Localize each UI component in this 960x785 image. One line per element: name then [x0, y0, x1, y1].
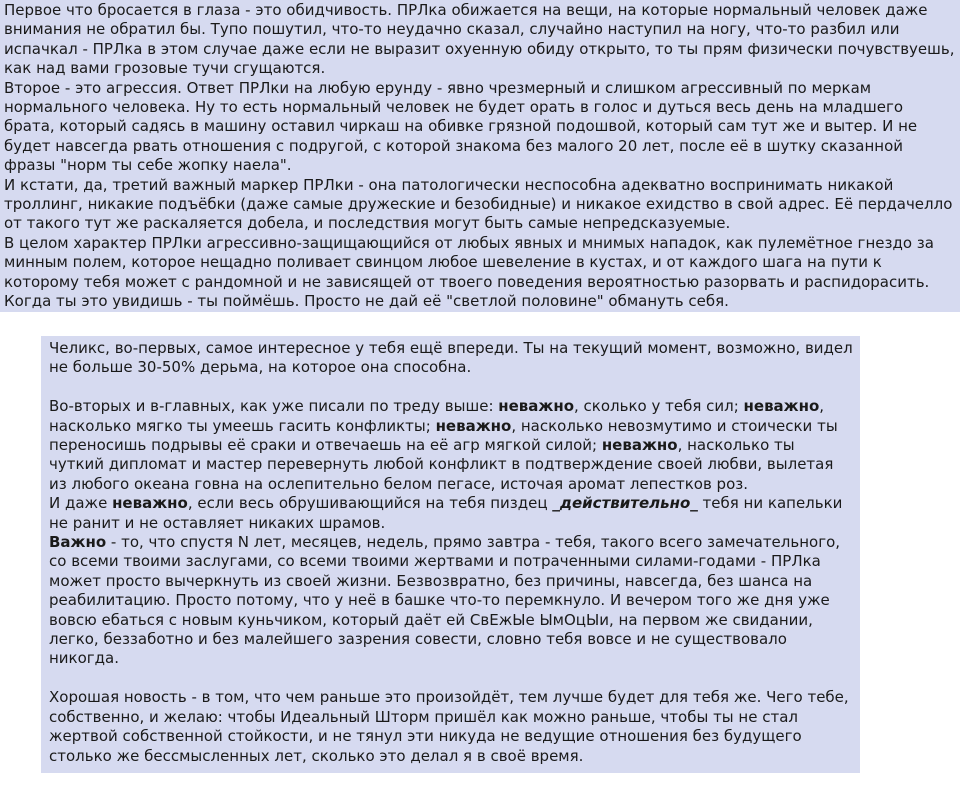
post1-paragraph-2: Второе - это агрессия. Ответ ПРЛки на любую ерунду - явно чрезмерный и слишком агрессивный по меркам нормального человека. Ну то есть нормальный человек не будет орать в голос и дуться весь день на младшего брата, который садясь в машину оставил чиркаш на обивке грязной подошвой, который сам тут же и вытер. И не будет навсегда рвать отношения с подругой, с которой знакома без малого 20 лет, после её в шутку сказанной фразы "норм ты себе жопку наела".	[4, 78, 918, 175]
post2-intro: Челикс, во-первых, самое интересное у тебя ещё впереди. Ты на текущий момент, возможно, видел не больше 30-50% дерьма, на которое она способна.	[49, 339, 853, 377]
paragraph-gap	[49, 669, 854, 688]
post1-paragraph-3: И кстати, да, третий важный маркер ПРЛки - она патологически неспособна адекватно воспринимать никакой троллинг, никакие подъёбки (даже самые дружеские и безобидные) и никакое ехидство в свой адрес. Её пердачелло от такого тут же раскаляется добела, и последствия могут быть самые непредсказуемые.	[4, 175, 953, 233]
post-block-2	[41, 336, 860, 773]
emphasis-deystvitelno: _действительно_	[552, 494, 698, 513]
post2-paragraph-2	[49, 397, 854, 494]
post2-paragraph-3	[49, 494, 854, 533]
p3-lead: И даже	[49, 494, 113, 513]
p2-segment-1: , сколько у тебя сил;	[574, 397, 744, 416]
post-block-1	[0, 0, 960, 312]
p2-segment-3: , насколько невозмутимо и стоически ты переносишь подрывы её сраки и отвечаешь на её агр мягкой силой;	[49, 416, 838, 455]
p4-text: - то, что спустя N лет, месяцев, недель, прямо завтра - тебя, такого всего замечательного, со всеми твоими заслугами, со всеми твоими жертвами и потраченными силами-годами - ПРЛка может просто вычеркнуть из своей жизни. Безвозвратно, без причины, навсегда, без шанса на реабилитацию. Просто потому, что у неё в башке что-то перемкнуло. И вечером того же дня уже вовсю ебаться с новым куньчиком, который даёт ей СвЕжЫе ЫмОцЫи, на первом же свидании, легко, беззаботно и без малейшего зазрения совести, словно тебя вовсе и не существовало никогда.	[49, 533, 841, 668]
keyword-nevazhno: неважно	[498, 397, 575, 416]
p2-lead: Во-вторых и в-главных, как уже писали по треду выше:	[49, 397, 499, 416]
p2-segment-2: , насколько мягко ты умеешь гасить конфликты;	[49, 397, 825, 435]
p3-middle: , если весь обрушивающийся на тебя пиздец	[187, 494, 553, 513]
post1-paragraph-5: Когда ты это увидишь - ты поймёшь. Просто не дай её "светлой половине" обмануть себя.	[4, 292, 729, 311]
keyword-nevazhno: неважно	[743, 397, 820, 416]
post2-paragraph-4	[49, 533, 854, 669]
post1-paragraph-4: В целом характер ПРЛки агрессивно-защищающийся от любых явных и мнимых нападок, как пулемётное гнездо за минным полем, которое нещадно поливает свинцом любое шевеление в кустах, и от каждого шага на пути к которому тебя может с рандомной и не зависящей от твоего поведения вероятностью разорвать и распидорасить.	[4, 233, 934, 291]
p2-segment-4: , насколько ты чуткий дипломат и мастер перевернуть любой конфликт в подтверждение своей любви, вылетая из любого океана говна на ослепительно белом пегасе, источая аромат лепестков роз.	[49, 436, 834, 493]
post1-paragraph-1: Первое что бросается в глаза - это обидчивость. ПРЛка обижается на вещи, на которые нормальный человек даже внимания не обратил бы. Тупо пошутил, что-то неудачно сказал, случайно наступил на ногу, что-то разбил или испачкал - ПРЛка в этом случае даже если не выразит охуенную обиду открыто, то ты прям физически почувствуешь, как над вами грозовые тучи сгущаются.	[4, 1, 955, 78]
keyword-nevazhno: неважно	[112, 494, 188, 513]
keyword-vazhno: Важно	[49, 533, 107, 552]
paragraph-gap	[49, 378, 854, 397]
p3-tail: тебя ни капельки не ранит и не оставляет никаких шрамов.	[49, 494, 843, 532]
post2-outro: Хорошая новость - в том, что чем раньше это произойдёт, тем лучше будет для тебя же. Чего тебе, собственно, и желаю: чтобы Идеальный Шторм пришёл как можно раньше, чтобы ты не стал жертвой собственной стойкости, и не тянул эти никуда не ведущие отношения без будущего столько же бессмысленных лет, сколько это делал я в своё время.	[49, 688, 849, 765]
keyword-nevazhno: неважно	[435, 416, 512, 435]
keyword-nevazhno: неважно	[601, 436, 678, 455]
